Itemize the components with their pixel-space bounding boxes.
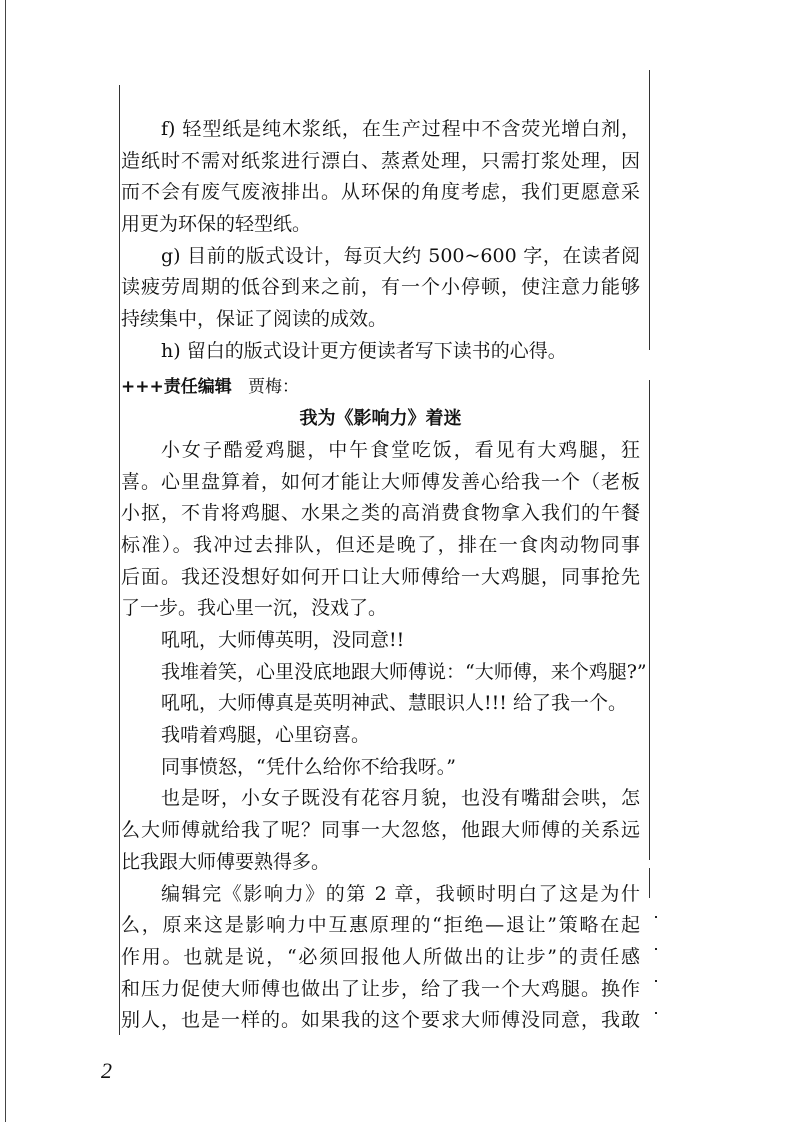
paragraph [121,114,640,241]
text-line: 了一步。我心里一沉，没戏了。 [121,597,388,620]
page-edge-rule [5,0,6,1122]
editor-heading [121,372,640,404]
text-line: 吼吼，大师傅英明，没同意!! [161,629,405,651]
paragraph [121,657,647,689]
text-line: 用更为环保的轻型纸。 [121,213,312,236]
text-line: 和压力促使大师傅也做出了让步，给了我一个大鸡腿。换作 [121,977,640,1000]
text-line: h) 留白的版式设计更方便读者写下读书的心得。 [161,339,567,362]
article-title: 我为《影响力》着迷 [299,408,462,430]
text-line: 标准）。我冲过去排队，但还是晚了，排在一食肉动物同事 [121,533,640,556]
column-right-rule [649,70,650,350]
text-line: 读疲劳周期的低谷到来之前，有一个小停顿，使注意力能够 [121,276,640,299]
text-line: 么大师傅就给我了呢？同事一大忽悠，他跟大师傅的关系远 [121,819,640,842]
margin-mark [655,980,657,982]
paragraph [121,435,640,625]
column-right-rule [649,380,650,860]
page-body [121,114,647,1037]
text-line: 小抠，不肯将鸡腿、水果之类的高消费食物拿入我们的午餐 [121,502,640,525]
paragraph [121,625,640,657]
text-line: 编辑完《影响力》的第 2 章，我顿时明白了这是为什 [161,882,640,905]
paragraph [121,336,640,368]
text-line: 小女子酷爱鸡腿，中午食堂吃饭，看见有大鸡腿，狂 [161,438,640,461]
text-line: 别人，也是一样的。如果我的这个要求大师傅没同意，我敢 [121,1009,640,1032]
paragraph [121,720,640,752]
text-line: 而不会有废气废液排出。从环保的角度考虑，我们更愿意采 [121,181,640,204]
text-line: 造纸时不需对纸浆进行漂白、蒸煮处理，只需打浆处理，因 [121,149,640,172]
editor-label: +++责任编辑 [121,376,232,397]
column-right-rule [649,868,650,898]
text-line: 也是呀，小女子既没有花容月貌，也没有嘴甜会哄，怎 [161,787,640,810]
page-number: 2 [101,1058,112,1083]
paragraph [121,688,640,720]
column-left-rule [119,85,120,1035]
text-line: 比我跟大师傅要熟得多。 [121,850,331,873]
text-line: g) 目前的版式设计，每页大约 500~600 字，在读者阅 [161,244,640,267]
paragraph [121,241,640,336]
text-line: 么，原来这是影响力中互惠原理的“拒绝—退让”策略在起 [121,914,640,937]
text-line: 喜。心里盘算着，如何才能让大师傅发善心给我一个（老板 [121,470,640,493]
paragraph [121,879,640,1037]
paragraph [121,752,640,784]
text-line: 我啃着鸡腿，心里窃喜。 [161,724,371,747]
text-line: f) 轻型纸是纯木浆纸，在生产过程中不含荧光增白剂， [161,118,640,140]
section-paper-notes [121,114,640,368]
margin-mark [655,916,657,918]
paragraph [121,783,640,878]
section-article [121,435,647,1037]
margin-mark [655,948,657,950]
editor-name: 贾梅： [247,376,299,397]
text-line: 作用。也就是说，“必须回报他人所做出的让步”的责任感 [121,945,640,968]
text-line: 持续集中，保证了阅读的成效。 [121,308,388,331]
text-line: 我堆着笑，心里没底地跟大师傅说：“大师傅，来个鸡腿?” [161,660,647,683]
text-line: 吼吼，大师傅真是英明神武、慧眼识人!!! 给了我一个。 [161,692,627,715]
text-line: 后面。我还没想好如何开口让大师傅给一大鸡腿，同事抢先 [121,565,640,588]
text-line: 同事愤怒，“凭什么给你不给我呀。” [161,755,456,778]
margin-mark [655,1012,657,1014]
